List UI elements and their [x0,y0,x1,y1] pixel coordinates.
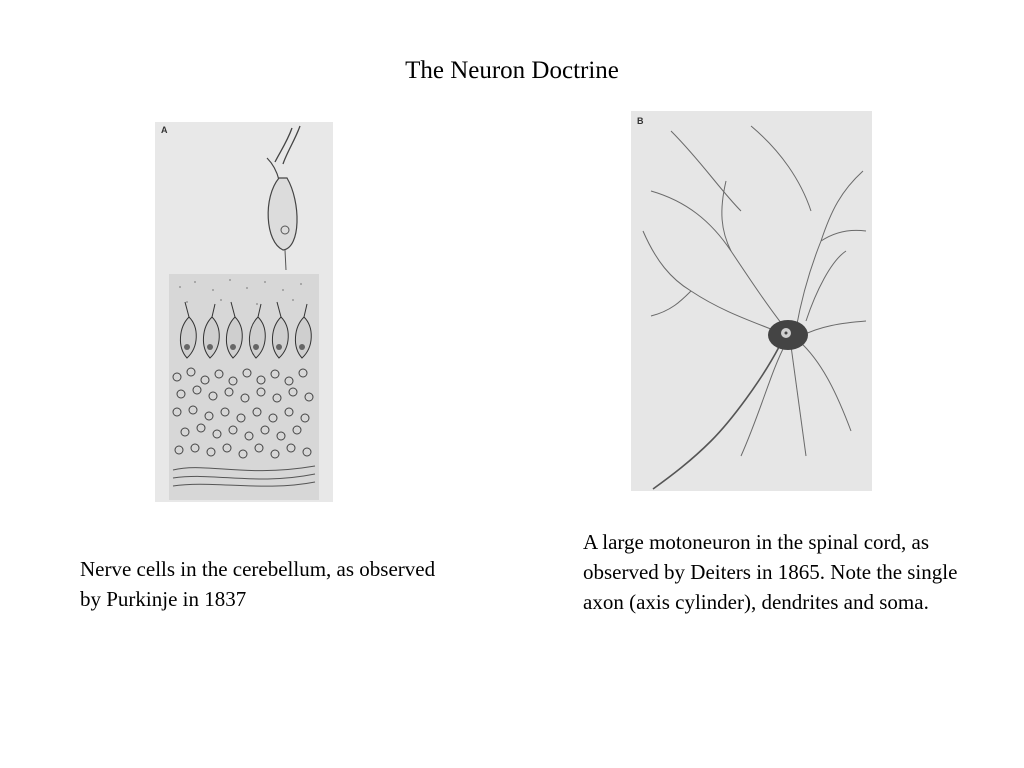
panel-label-b: B [637,116,644,126]
caption-deiters: A large motoneuron in the spinal cord, as observed by Deiters in 1865. Note the single axon (axis cylinder), dendrites and soma. [583,530,958,614]
slide-title: The Neuron Doctrine [405,57,619,84]
deiters-motoneuron-drawing [631,111,872,491]
panel-label-a: A [161,125,168,135]
purkinje-cerebellum-drawing [155,122,333,502]
caption-purkinje: Nerve cells in the cerebellum, as observed by Purkinje in 1837 [80,557,436,611]
